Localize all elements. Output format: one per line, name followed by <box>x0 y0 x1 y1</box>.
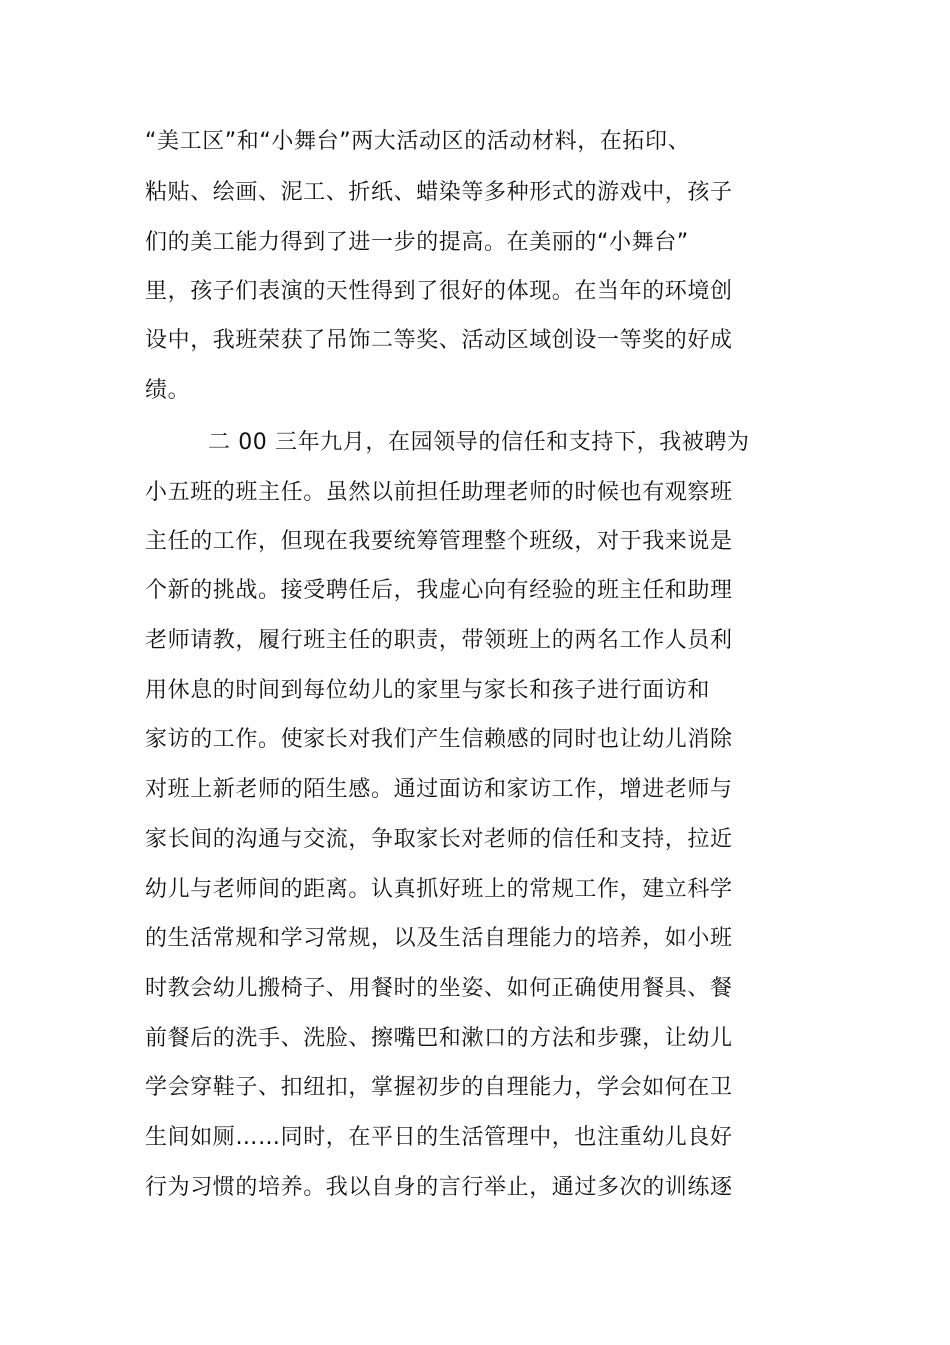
text-line: 时教会幼儿搬椅子、用餐时的坐姿、如何正确使用餐具、餐 <box>145 976 733 1001</box>
text-line: 里，孩子们表演的天性得到了很好的体现。在当年的环境创 <box>145 279 733 304</box>
text-line: 家长间的沟通与交流，争取家长对老师的信任和支持，拉近 <box>145 827 733 852</box>
text-line: 绩。 <box>145 378 191 403</box>
text-line: 家访的工作。使家长对我们产生信赖感的同时也让幼儿消除 <box>145 727 733 752</box>
text-line: 对班上新老师的陌生感。通过面访和家访工作，增进老师与 <box>145 777 733 802</box>
text-line: 老师请教，履行班主任的职责，带领班上的两名工作人员利 <box>145 628 733 653</box>
text-line: 用休息的时间到每位幼儿的家里与家长和孩子进行面访和 <box>145 678 711 703</box>
text-line: 小五班的班主任。虽然以前担任助理老师的时候也有观察班 <box>145 480 733 505</box>
text-line: 幼儿与老师间的距离。认真抓好班上的常规工作，建立科学 <box>145 877 733 902</box>
text-line: 前餐后的洗手、洗脸、擦嘴巴和漱口的方法和步骤，让幼儿 <box>145 1026 733 1051</box>
text-line: “美工区”和“小舞台”两大活动区的活动材料，在拓印、 <box>145 129 691 154</box>
text-line: 个新的挑战。接受聘任后，我虚心向有经验的班主任和助理 <box>145 578 733 603</box>
text-line: 的生活常规和学习常规，以及生活自理能力的培养，如小班 <box>145 926 733 951</box>
text-line: 生间如厕……同时，在平日的生活管理中，也注重幼儿良好 <box>145 1125 733 1150</box>
text-line: 粘贴、绘画、泥工、折纸、蜡染等多种形式的游戏中，孩子 <box>145 180 733 205</box>
text-line: 行为习惯的培养。我以自身的言行举止，通过多次的训练逐 <box>145 1175 733 1200</box>
text-line: 们的美工能力得到了进一步的提高。在美丽的“小舞台” <box>145 230 689 255</box>
text-line: 主任的工作，但现在我要统筹管理整个班级，对于我来说是 <box>145 529 733 554</box>
text-line: 设中，我班荣获了吊饰二等奖、活动区域创设一等奖的好成 <box>145 328 733 353</box>
text-line: 学会穿鞋子、扣纽扣，掌握初步的自理能力，学会如何在卫 <box>145 1075 733 1100</box>
paragraph-first-line: 二 00 三年九月，在园领导的信任和支持下，我被聘为 <box>208 430 750 455</box>
